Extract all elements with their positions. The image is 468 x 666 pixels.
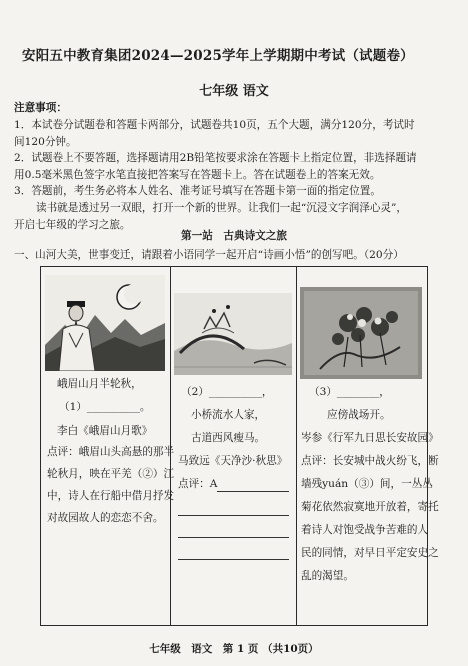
intro-line: 读书就是透过另一双眼，打开一个新的世界。让我们一起“沉浸文字润泽心灵”， bbox=[36, 201, 408, 214]
poem-line: 小桥流水人家， bbox=[191, 409, 266, 421]
answer-line[interactable] bbox=[178, 559, 289, 560]
commentary-line: 点评：长安城中战火纷飞，断 bbox=[301, 455, 439, 467]
page-footer: 七年级 语文 第 1 页 （共10页） bbox=[149, 643, 319, 655]
answer-line[interactable] bbox=[178, 515, 289, 516]
poem-line: 峨眉山月半轮秋， bbox=[57, 378, 142, 390]
commentary-line: 点评：峨眉山头高悬的那半 bbox=[47, 446, 175, 458]
poem-panels bbox=[40, 266, 439, 626]
poem-line: 应傍战场开。 bbox=[327, 409, 391, 421]
notice-line: 用0.5毫米黑色签字水笔直接把答案写在答题卡上。答在试题卷上的答案无效。 bbox=[14, 168, 381, 181]
commentary-line: 墙残yuán（③）间，一丛丛 bbox=[301, 478, 433, 490]
commentary-line: 对故园故人的恋恋不舍。 bbox=[47, 512, 164, 524]
moon-poet-painting-icon bbox=[45, 275, 165, 371]
poem-blank-3: （3）________， bbox=[309, 386, 390, 398]
commentary-line: 着诗人对饱受战争苦难的人 bbox=[301, 524, 429, 536]
chrysanthemum-painting-icon bbox=[300, 287, 422, 379]
question-prompt: 一、山河大美，世事变迁，请跟着小语同学一起开启“诗画小悟”的创写吧。（20分） bbox=[14, 249, 404, 261]
commentary-line: 乱的渴望。 bbox=[301, 570, 354, 582]
poem-source: 岑参《行军九日思长安故园》 bbox=[301, 432, 439, 444]
commentary-line: 民的同情，对早日平定安史之 bbox=[301, 547, 439, 559]
grade-subject: 七年级 语文 bbox=[199, 84, 269, 99]
notice-line: 3．答题前，考生务必将本人姓名、准考证号填写在答题卡第一面的指定位置。 bbox=[14, 185, 381, 198]
notice-line: 1．本试卷分试题卷和答题卡两部分，试题卷共10页，五个大题，满分120分，考试时 bbox=[14, 119, 415, 131]
poem-source: 李白《峨眉山月歌》 bbox=[57, 425, 153, 437]
intro-line: 开启七年级的学习之旅。 bbox=[14, 218, 131, 231]
bridge-crow-painting-icon bbox=[174, 293, 292, 375]
poem-line: 古道西风瘦马。 bbox=[191, 432, 266, 444]
answer-line-a[interactable] bbox=[217, 491, 289, 492]
poem-blank-1: （1）__________。 bbox=[59, 401, 151, 413]
poem-blank-2: （2）__________， bbox=[181, 386, 273, 398]
notice-line: 2．试题卷上不要答题，选择题请用2B铅笔按要求涂在答题卡上指定位置，非选择题请 bbox=[14, 152, 417, 165]
poem-source: 马致远《天净沙·秋思》 bbox=[178, 455, 288, 467]
notice-heading: 注意事项： bbox=[14, 102, 67, 114]
commentary-line: 轮秋月，映在平羌（②）江 bbox=[47, 468, 175, 480]
commentary-line: 中，诗人在行船中借月抒发 bbox=[47, 490, 175, 502]
notice-block bbox=[14, 117, 460, 233]
commentary-label-a: 点评：A bbox=[178, 478, 218, 490]
exam-title: 安阳五中教育集团2024—2025学年上学期期中考试（试题卷） bbox=[22, 48, 414, 64]
panel-divider bbox=[296, 267, 297, 625]
notice-line: 间120分钟。 bbox=[14, 135, 77, 148]
section-title: 第一站 古典诗文之旅 bbox=[181, 230, 287, 242]
answer-line[interactable] bbox=[178, 537, 289, 538]
commentary-line: 菊花依然寂寞地开放着，寄托 bbox=[301, 501, 439, 513]
